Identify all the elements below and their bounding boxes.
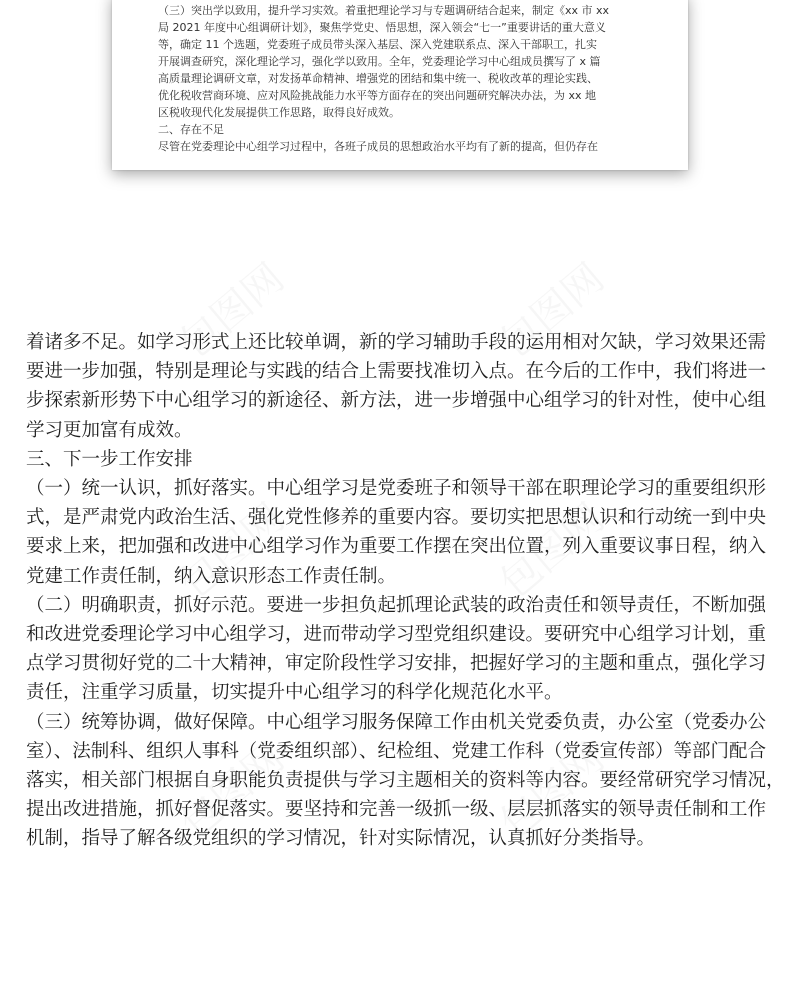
preview-line: （三）突出学以致用，提升学习实效。着重把理论学习与专题调研结合起来，制定《xx 市 xx — [158, 4, 610, 17]
document-preview-card — [112, 0, 688, 170]
preview-line: 尽管在党委理论中心组学习过程中，各班子成员的思想政治水平均有了新的提高，但仍存在 — [158, 140, 598, 153]
text-line: 和改进党委理论学习中心组学习，进而带动学习型党组织建设。要研究中心组学习计划，重 — [26, 624, 767, 646]
text-line: （三）统筹协调，做好保障。中心组学习服务保障工作由机关党委负责，办公室（党委办公 — [26, 711, 767, 733]
text-line: （一）统一认识，抓好落实。中心组学习是党委班子和领导干部在职理论学习的重要组织形 — [26, 478, 767, 500]
text-line: 机制，指导了解各级党组织的学习情况，针对实际情况，认真抓好分类指导。 — [26, 828, 656, 850]
preview-heading: 二、存在不足 — [158, 123, 224, 136]
preview-line: 区税收现代化发展提供工作思路，取得良好成效。 — [158, 106, 400, 119]
preview-line: 局 2021 年度中心组调研计划》，聚焦学党史、悟思想，深入领会“七一”重要讲话的重大意义 — [158, 21, 606, 34]
text-line: 着诸多不足。如学习形式上还比较单调，新的学习辅助手段的运用相对欠缺，学习效果还需 — [26, 332, 767, 353]
text-line: 落实，相关部门根据自身职能负责提供与学习主题相关的资料等内容。要经常研究学习情况， — [26, 770, 785, 792]
preview-line: 开展调查研究，深化理论学习，强化学以致用。全年，党委理论学习中心组成员撰写了 x 篇 — [158, 55, 601, 68]
text-line: 学习更加富有成效。 — [26, 419, 193, 441]
preview-line: 等，确定 11 个选题，党委班子成员带头深入基层、深入党建联系点、深入干部职工，扎实 — [158, 38, 597, 51]
text-line: 室）、法制科、组织人事科（党委组织部）、纪检组、党建工作科（党委宣传部）等部门配合 — [26, 740, 767, 762]
text-line: （二）明确职责，抓好示范。要进一步担负起抓理论武装的政治责任和领导责任，不断加强 — [26, 594, 767, 616]
preview-line: 高质量理论调研文章，对发扬革命精神、增强党的团结和集中统一、税收改革的理论实践、 — [158, 72, 598, 85]
text-line: 党建工作责任制，纳入意识形态工作责任制。 — [26, 565, 397, 587]
section-heading: 三、下一步工作安排 — [26, 448, 193, 470]
text-line: 责任，注重学习质量，切实提升中心组学习的科学化规范化水平。 — [26, 682, 563, 704]
text-line: 步探索新形势下中心组学习的新途径、新方法，进一步增强中心组学习的针对性，使中心组 — [26, 390, 767, 412]
main-document-text — [26, 328, 785, 854]
preview-line: 优化税收营商环境、应对风险挑战能力水平等方面存在的突出问题研究解决办法，为 xx 地 — [158, 89, 597, 102]
text-line: 要进一步加强，特别是理论与实践的结合上需要找准切入点。在今后的工作中，我们将进一 — [26, 361, 767, 383]
text-line: 式，是严肃党内政治生活、强化党性修养的重要内容。要切实把思想认识和行动统一到中央 — [26, 507, 767, 529]
preview-text — [158, 0, 646, 155]
text-line: 要求上来，把加强和改进中心组学习作为重要工作摆在突出位置，列入重要议事日程，纳入 — [26, 536, 767, 558]
text-line: 点学习贯彻好党的二十大精神，审定阶段性学习安排，把握好学习的主题和重点，强化学习 — [26, 653, 767, 675]
text-line: 提出改进措施，抓好督促落实。要坚持和完善一级抓一级、层层抓落实的领导责任制和工作 — [26, 799, 767, 821]
